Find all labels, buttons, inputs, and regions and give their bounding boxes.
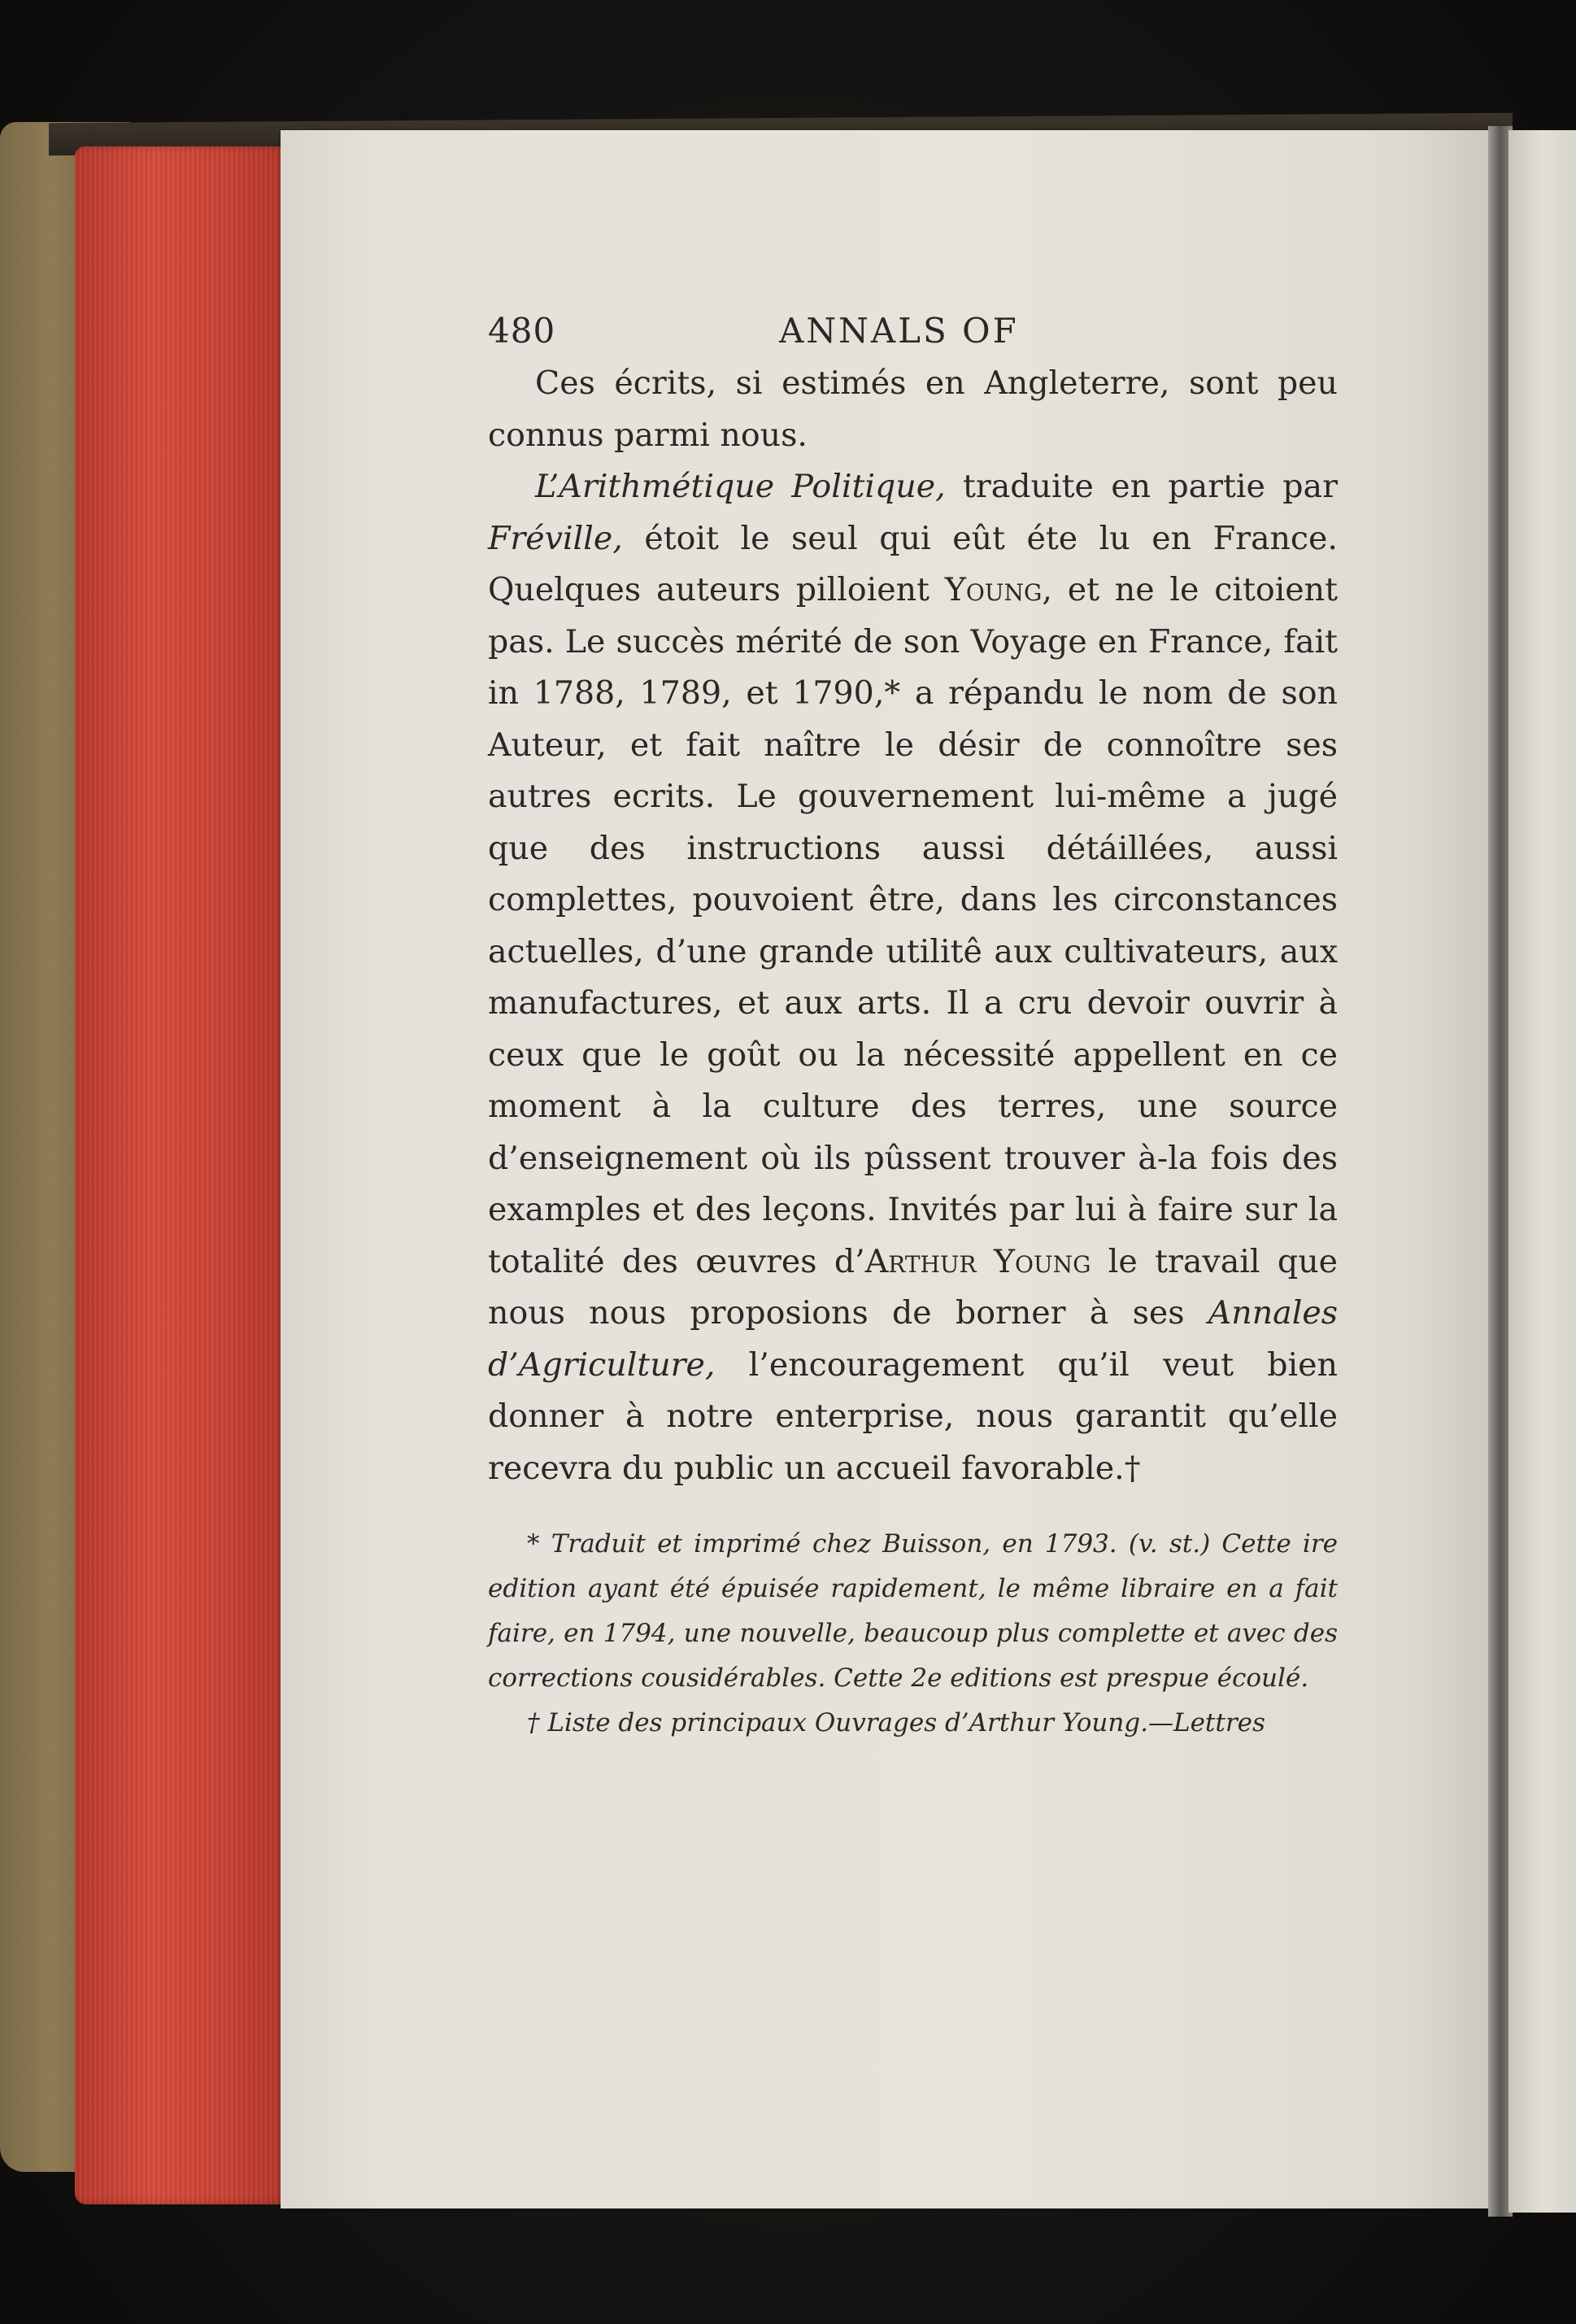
footnote-2: † Liste des principaux Ouvrages d’Arthur Young.—Lettres xyxy=(527,1708,1265,1738)
page-text-area xyxy=(488,301,1338,1746)
running-head: ANNALS OF xyxy=(779,311,1019,351)
footnote-1: * Traduit et imprimé chez Buisson, en 1793. (v. st.) Cette ire edition ayant été épuisée rapidement, le même libraire en a fait faire, en 1794, une nouvelle, beaucoup plus complette et avec des corrections cousidérables. Cette 2e editions est prespue écoulé. xyxy=(488,1529,1338,1693)
translator-name: Fréville, xyxy=(488,519,623,557)
paragraph-2-text-2: étoit le seul qui eût éte lu en France. Quelques auteurs pilloient xyxy=(488,519,1338,608)
footnotes xyxy=(488,1522,1338,1746)
paragraph-2-text-5: l’encouragement qu’il veut bien donner à notre enterprise, nous garantit qu’elle recevra du public un accueil favorable.† xyxy=(488,1345,1338,1487)
page-header xyxy=(488,301,1338,358)
red-page-edges xyxy=(75,146,303,2204)
paragraph-2-text-1: traduite en partie par xyxy=(945,468,1338,505)
body-text xyxy=(488,358,1338,1494)
paragraph-1: Ces écrits, si estimés en Angleterre, sont peu connus parmi nous. xyxy=(488,364,1338,454)
author-name-arthur-young: Arthur Young xyxy=(864,1242,1091,1280)
paragraph-2 xyxy=(488,461,1338,1494)
author-name-young: Young xyxy=(944,571,1043,608)
facing-page xyxy=(1509,130,1576,2213)
paragraph-2-text-3: , et ne le citoient pas. Le succès mérité de son Voyage en France, fait in 1788, 1789, et 1790,* a répandu le nom de son Auteur, et fait naître le désir de connoître ses autres ecrits. Le gouvernement lui-même a jugé que des instructions aussi détáillées, aussi complettes, pouvoient être, dans les circonstances actuelles, d’une grande utilitê aux cultivateurs, aux manufactures, et aux arts. Il a cru devoir ouvrir à ceux que le goût ou la nécessité appellent en ce moment à la culture des terres, une source d’enseignement où ils pûssent trouver à-la fois des examples et des leçons. Invités par lui à faire sur la totalité des œuvres d’ xyxy=(488,571,1338,1280)
book-title-annales: Annales d’Agriculture, xyxy=(488,1294,1338,1384)
page-number: 480 xyxy=(488,311,556,351)
book-title-arithmetique: L’Arithmétique Politique, xyxy=(535,468,946,505)
paragraph-2-text-4: le travail que nous nous proposions de borner à ses xyxy=(488,1242,1339,1332)
